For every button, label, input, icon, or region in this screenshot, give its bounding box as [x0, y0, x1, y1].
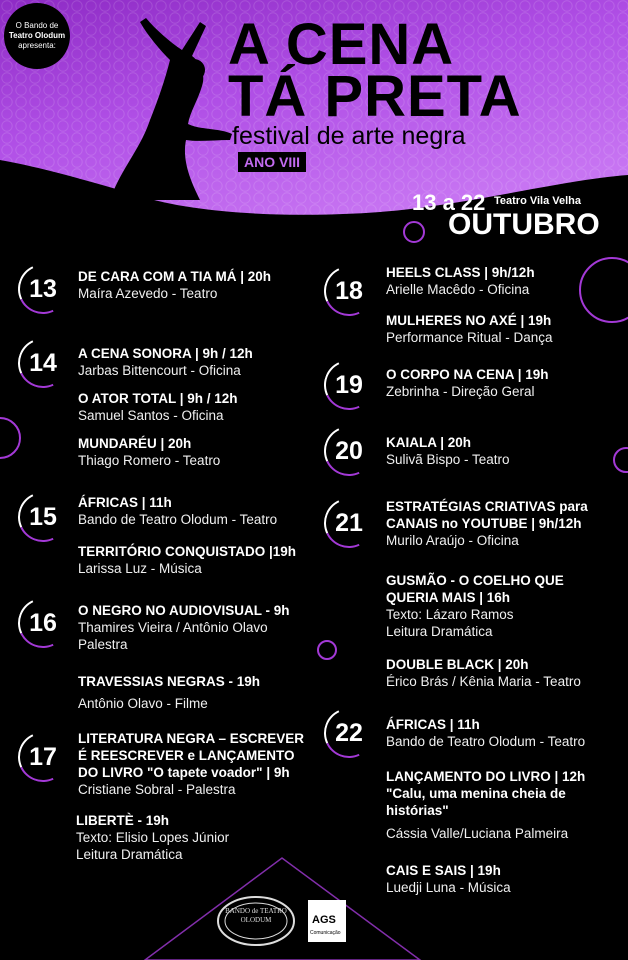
presenter-line1: O Bando de — [15, 21, 59, 30]
presenter-line2: Teatro Olodum — [8, 31, 66, 40]
festival-title-line2: TÁ PRETA — [228, 64, 522, 129]
day-22: 22 — [324, 708, 374, 758]
event-literatura-negra: LITERATURA NEGRA – ESCREVER É REESCREVER e LANÇAMENTO DO LIVRO "O tapete voador" | 9h Cristiane Sobral - Palestra — [78, 731, 305, 797]
bando-de-teatro-olodum-logo — [216, 895, 296, 947]
event-estrategias-criativas: ESTRATÉGIAS CRIATIVAS para CANAIS no YOUTUBE | 9h/12h Murilo Araújo - Oficina — [386, 499, 588, 548]
bando-logo-text: BANDO de TEATRO OLODUM — [225, 907, 287, 924]
event-cais-e-sais: CAIS E SAIS | 19h Luedji Luna - Música — [386, 863, 511, 895]
event-africas-22: ÁFRICAS | 11h Bando de Teatro Olodum - Teatro — [386, 717, 586, 749]
ags-comunicacao-logo — [308, 900, 346, 942]
festival-venue: Teatro Vila Velha — [494, 195, 582, 207]
day-17: 17 — [18, 732, 68, 782]
edition-badge: ANO VIII — [238, 152, 306, 172]
day-18: 18 — [324, 266, 374, 316]
presenter-line3: apresenta: — [18, 41, 56, 50]
event-o-ator-total: O ATOR TOTAL | 9h / 12h Samuel Santos - Oficina — [78, 391, 238, 423]
event-territorio-conquistado: TERRITÓRIO CONQUISTADO |19h Larissa Luz - Música — [78, 544, 297, 576]
day-15: 15 — [18, 492, 68, 542]
event-kaiala: KAIALA | 20h Sulivã Bispo - Teatro — [386, 435, 510, 467]
day-16: 16 — [18, 598, 68, 648]
ags-logo-sub: Comunicação — [310, 930, 341, 936]
day-20: 20 — [324, 426, 374, 476]
festival-title-line1: A CENA — [228, 12, 455, 77]
event-double-black: DOUBLE BLACK | 20h Érico Brás / Kênia Maria - Teatro — [386, 657, 581, 689]
event-a-cena-sonora: A CENA SONORA | 9h / 12h Jarbas Bittencourt - Oficina — [78, 346, 253, 378]
day-13: 13 — [18, 264, 68, 314]
event-travessias-negras: TRAVESSIAS NEGRAS - 19h Antônio Olavo - Filme — [78, 674, 261, 711]
event-mulheres-no-axe: MULHERES NO AXÉ | 19h Performance Ritual - Dança — [386, 313, 553, 345]
ags-logo-main: AGS — [312, 914, 336, 926]
event-mundareu: MUNDARÉU | 20h Thiago Romero - Teatro — [78, 436, 221, 468]
event-gusmao: GUSMÃO - O COELHO QUE QUERIA MAIS | 16h Texto: Lázaro Ramos Leitura Dramática — [386, 573, 564, 639]
festival-month: OUTUBRO — [448, 208, 600, 241]
day-14: 14 — [18, 338, 68, 388]
event-africas-15: ÁFRICAS | 11h Bando de Teatro Olodum - Teatro — [78, 495, 278, 527]
event-o-corpo-na-cena: O CORPO NA CENA | 19h Zebrinha - Direção Geral — [386, 367, 549, 399]
day-19: 19 — [324, 360, 374, 410]
day-21: 21 — [324, 498, 374, 548]
presenter-badge — [4, 3, 70, 69]
festival-subtitle: festival de arte negra — [232, 122, 466, 150]
event-heels-class: HEELS CLASS | 9h/12h Arielle Macêdo - Oficina — [386, 265, 535, 297]
event-de-cara-com-a-tia-ma: DE CARA COM A TIA MÁ | 20h Maíra Azevedo - Teatro — [78, 269, 272, 301]
event-liberte: LIBERTÈ - 19h Texto: Elisio Lopes Júnior Leitura Dramática — [76, 813, 230, 862]
festival-dates: 13 a 22 — [412, 190, 486, 215]
event-o-negro-no-audiovisual: O NEGRO NO AUDIOVISUAL - 9h Thamires Vieira / Antônio Olavo Palestra — [78, 603, 290, 652]
event-lancamento-do-livro: LANÇAMENTO DO LIVRO | 12h "Calu, uma menina cheia de histórias" Cássia Valle/Luciana Palmeira — [386, 769, 586, 841]
